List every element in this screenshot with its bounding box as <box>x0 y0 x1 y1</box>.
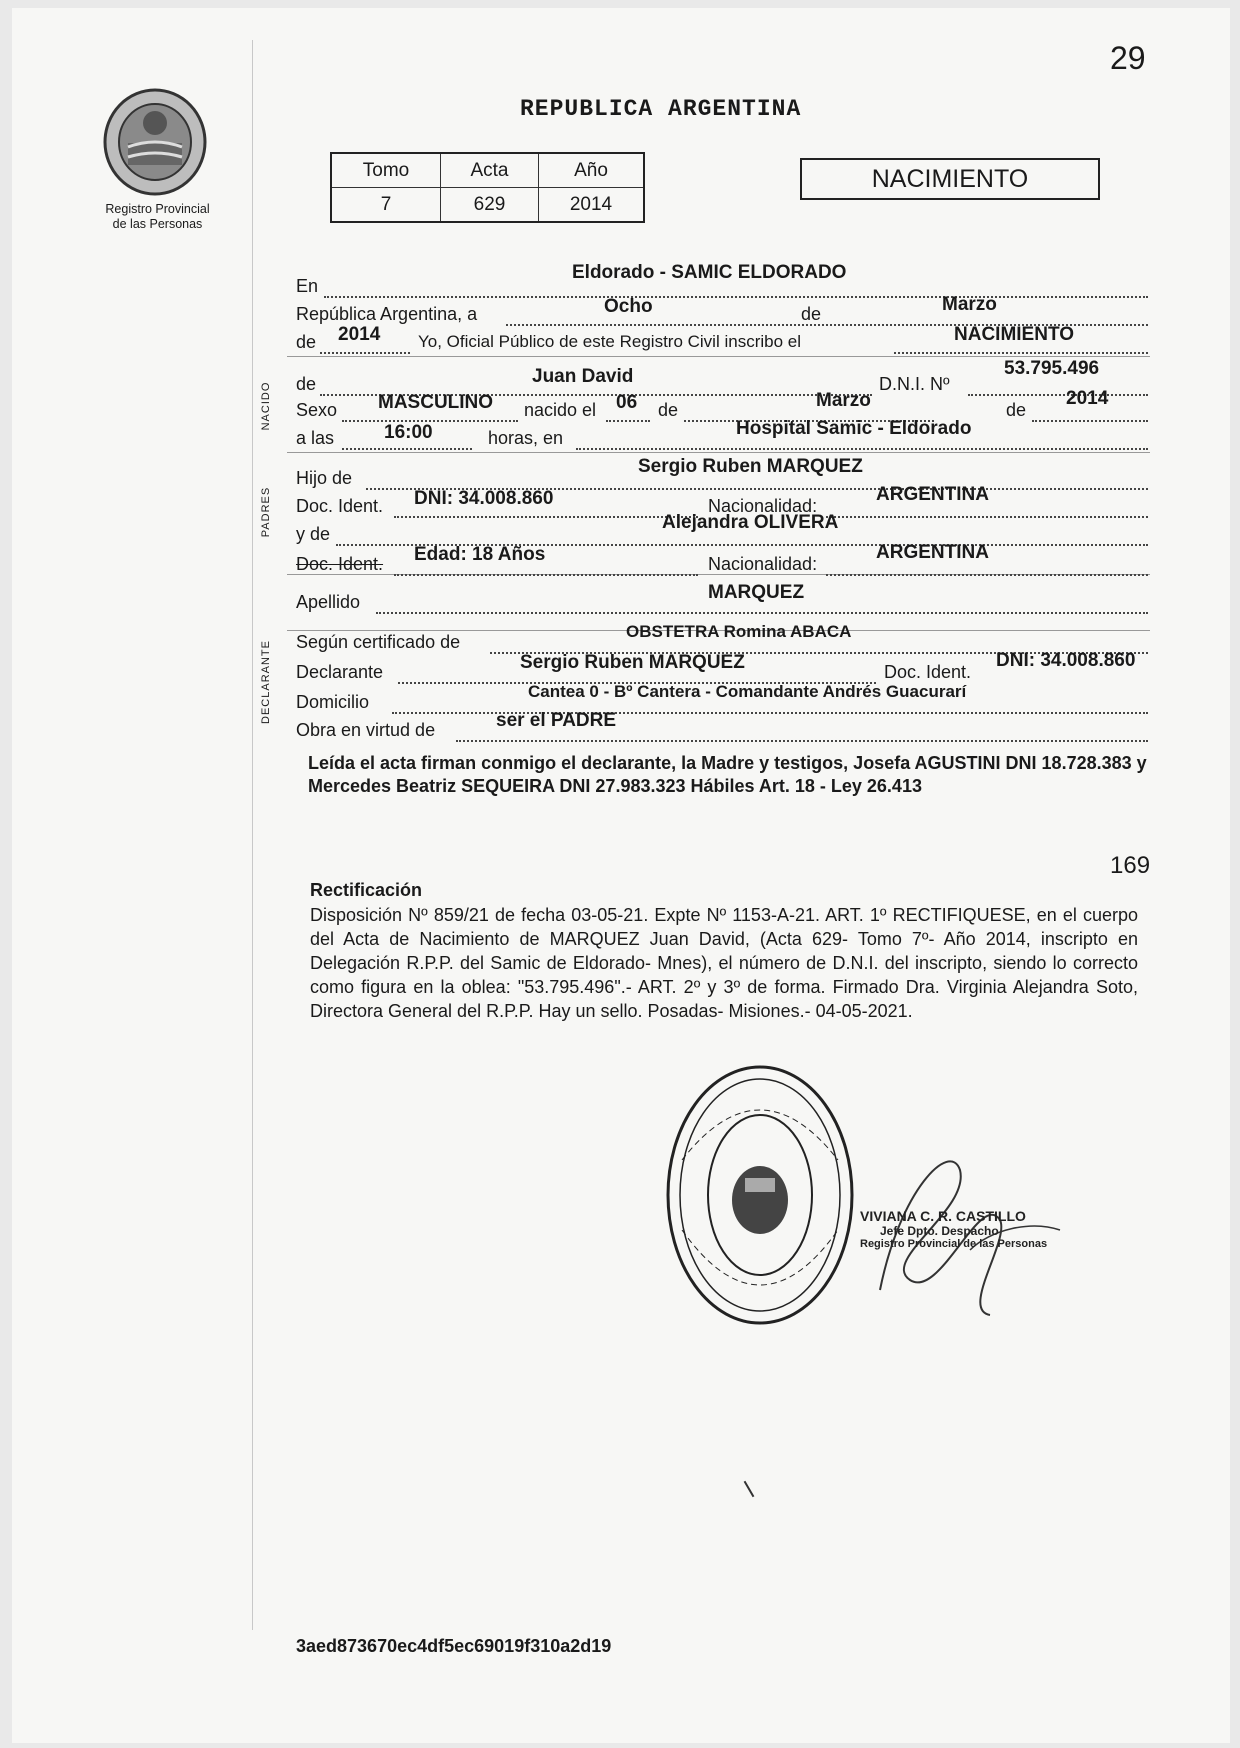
row-hora <box>296 418 1148 458</box>
value-lugar: Hospital Samic - Eldorado <box>736 418 972 439</box>
dotted-line <box>324 296 1148 298</box>
header-anio: Año <box>539 153 645 188</box>
label-nombre-de: de <box>296 374 317 394</box>
label-dni: D.N.I. Nº <box>879 374 950 394</box>
province-emblem <box>98 85 213 200</box>
logo-caption-line2: de las Personas <box>112 217 203 231</box>
dotted-line <box>826 516 1148 518</box>
dotted-line <box>606 420 650 422</box>
dotted-line <box>1032 420 1148 422</box>
header-tomo: Tomo <box>331 153 441 188</box>
label-y-de: y de <box>296 524 331 544</box>
side-label-declarante: DECLARANTE <box>260 640 272 724</box>
label-decl-doc: Doc. Ident. <box>884 662 972 682</box>
label-de: de <box>801 304 822 324</box>
label-doc: Doc. Ident. <box>296 496 384 516</box>
rectificacion-body: Disposición Nº 859/21 de fecha 03-05-21. Expte Nº 1153-A-21. ART. 1º RECTIFIQUESE, en el cuerpo del Acta de Nacimiento de MARQUEZ Juan David, (Acta 629- Tomo 7º- Año 2014, inscripto en Delegación R.P.P. del Samic de Eldorado- Mnes), el número de D.N.I. del inscripto, siendo lo correcto como figura en la oblea: "53.795.496".- ART. 2º y 3º de forma. Firmado Dra. Virginia Alejandra Soto, Directora General del R.P.P. Hay un sello. Posadas- Misiones.- 04-05-2021. <box>310 905 1138 1021</box>
record-table-header <box>331 153 644 188</box>
dotted-line <box>320 352 410 354</box>
label-nacido-el: nacido el <box>524 400 597 420</box>
label-sexo: Sexo <box>296 400 338 420</box>
value-padre: Sergio Ruben MARQUEZ <box>638 456 863 477</box>
label-domicilio: Domicilio <box>296 692 370 712</box>
dotted-line <box>394 574 698 576</box>
value-anio: 2014 <box>338 324 381 345</box>
value-domicilio: Cantea 0 - Bº Cantera - Comandante Andrés Guacurarí <box>528 682 967 701</box>
row-doc-madre <box>296 542 1148 584</box>
label-nacionalidad: Nacionalidad: <box>708 496 818 516</box>
value-padre-doc: DNI: 34.008.860 <box>414 488 554 509</box>
official-seal-stamp <box>660 1060 860 1330</box>
record-table <box>330 152 645 223</box>
document-hash: 3aed873670ec4df5ec69019f310a2d19 <box>296 1636 612 1656</box>
value-declarante: Sergio Ruben MARQUEZ <box>520 652 745 673</box>
stamp-line-name: VIVIANA C. R. CASTILLO <box>860 1208 1026 1224</box>
value-dia: Ocho <box>604 296 653 317</box>
dotted-line <box>342 448 472 450</box>
row-domicilio <box>296 682 1148 722</box>
dotted-line <box>968 394 1148 396</box>
dotted-line <box>394 516 698 518</box>
rectificacion-title: Rectificación <box>310 880 423 900</box>
page-number: 29 <box>1110 40 1146 76</box>
dotted-line <box>376 612 1148 614</box>
value-madre: Alejandra OLIVERA <box>662 512 839 533</box>
value-madre-doc: Edad: 18 Años <box>414 544 546 565</box>
value-certificado: OBSTETRA Romina ABACA <box>626 622 852 641</box>
label-yo-oficial: Yo, Oficial Público de este Registro Civil inscribo el <box>418 332 801 351</box>
value-padre-nac: ARGENTINA <box>876 484 989 505</box>
margin-line <box>252 40 253 1630</box>
record-table-values <box>331 188 644 223</box>
stamp-line-role: Jefe Dpto. Despacho <box>880 1224 999 1238</box>
rectificacion-number: 169 <box>1110 852 1151 879</box>
value-madre-nac: ARGENTINA <box>876 542 989 563</box>
value-nombre: Juan David <box>532 366 634 387</box>
label-a-las: a las <box>296 428 335 448</box>
logo-caption <box>80 202 235 232</box>
value-obra: ser el PADRE <box>496 710 617 731</box>
value-anio: 2014 <box>539 188 645 223</box>
dotted-line <box>826 574 1148 576</box>
value-decl-doc: DNI: 34.008.860 <box>996 650 1136 671</box>
value-acta: 629 <box>441 188 539 223</box>
signature-stamp <box>860 1208 1047 1250</box>
label-republica: República Argentina, a <box>296 304 478 324</box>
value-nacido-dia: 06 <box>616 392 638 413</box>
header-acta: Acta <box>441 153 539 188</box>
record-type-box: NACIMIENTO <box>800 158 1100 200</box>
label-declarante: Declarante <box>296 662 384 682</box>
label-nacionalidad-madre: Nacionalidad: <box>708 554 818 574</box>
dotted-line <box>456 740 1148 742</box>
value-hora: 16:00 <box>384 422 433 443</box>
label-doc-madre: Doc. Ident. <box>296 554 384 574</box>
value-inscribo: NACIMIENTO <box>954 324 1074 345</box>
dotted-line <box>894 352 1148 354</box>
value-nacido-anio: 2014 <box>1066 388 1109 409</box>
label-nacido-de2: de <box>1006 400 1027 420</box>
row-obra <box>296 710 1148 750</box>
value-nacido-mes: Marzo <box>816 390 871 411</box>
value-mes: Marzo <box>942 294 997 315</box>
dotted-line <box>576 448 1148 450</box>
label-nacido-de: de <box>658 400 679 420</box>
value-sexo: MASCULINO <box>378 392 494 413</box>
dotted-line <box>506 324 836 326</box>
row-en <box>296 262 1148 306</box>
label-certificado: Según certificado de <box>296 632 461 652</box>
label-horas-en: horas, en <box>488 428 564 448</box>
label-apellido: Apellido <box>296 592 361 612</box>
document-title: REPUBLICA ARGENTINA <box>520 96 802 122</box>
row-apellido <box>296 582 1148 622</box>
side-label-nacido: NACIDO <box>260 381 272 431</box>
value-dni: 53.795.496 <box>1004 358 1100 379</box>
stamp-line-org: Registro Provincial de las Personas <box>860 1238 1048 1250</box>
firma-paragraph: Leída el acta firman conmigo el declarante, la Madre y testigos, Josefa AGUSTINI DNI 18.728.383 y Mercedes Beatriz SEQUEIRA DNI 27.983.323 Hábiles Art. 18 - Ley 26.413 <box>308 753 1147 796</box>
value-apellido: MARQUEZ <box>708 582 805 603</box>
label-obra: Obra en virtud de <box>296 720 436 740</box>
value-tomo: 7 <box>331 188 441 223</box>
label-hijo: Hijo de <box>296 468 353 488</box>
label-en: En <box>296 276 319 296</box>
logo-caption-line1: Registro Provincial <box>105 202 210 216</box>
label-anio-de: de <box>296 332 317 352</box>
side-label-padres: PADRES <box>260 486 272 538</box>
value-en: Eldorado - SAMIC ELDORADO <box>572 262 847 283</box>
